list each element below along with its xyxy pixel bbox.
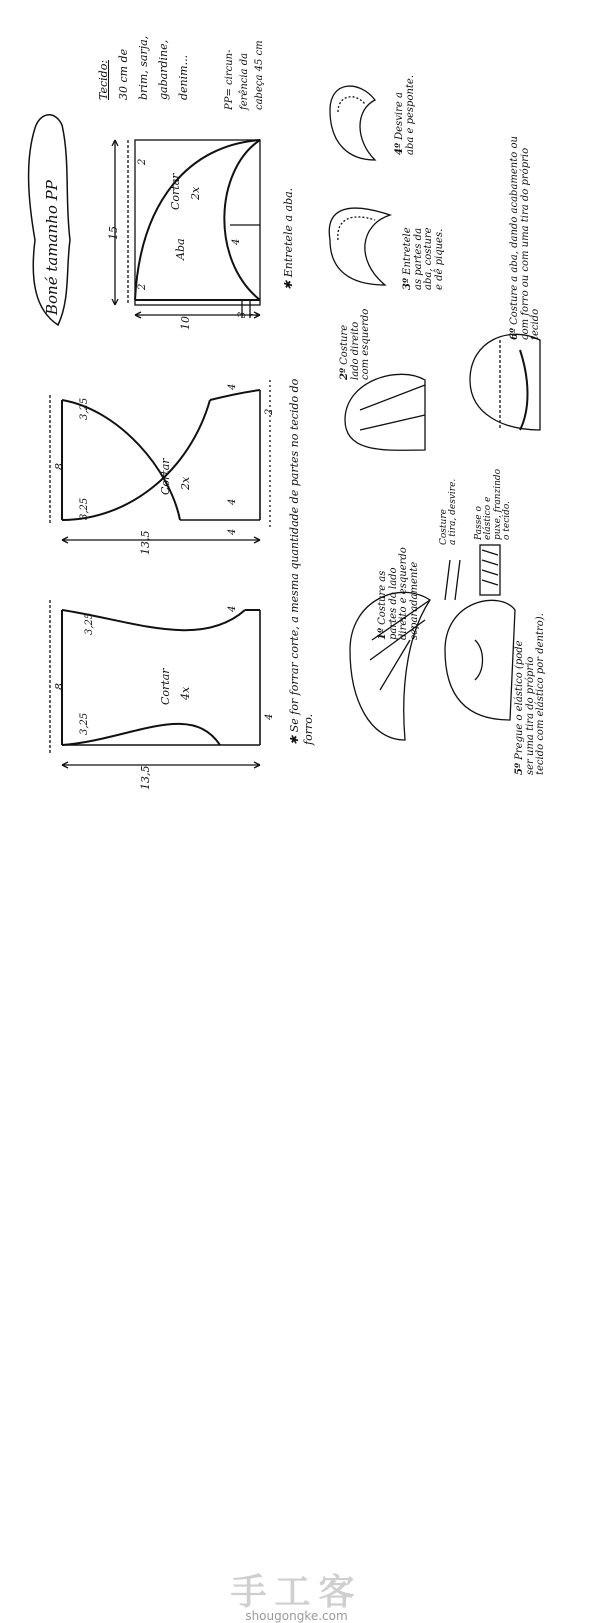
watermark-logo: 手工客 — [230, 1572, 363, 1613]
step-3-text-3: aba, costure — [423, 227, 434, 290]
front-dim-right-a: 4 — [227, 605, 238, 612]
step-1-text-4: separadamente — [408, 561, 420, 640]
front-dim-right-b: 4 — [264, 713, 275, 720]
brim-dim-small-b: 1 — [249, 311, 260, 318]
step-1-text-3: direito e esquerdo — [398, 547, 409, 640]
step-2-text-3: direito — [349, 321, 361, 356]
side-dim-right-b: 2 — [264, 408, 275, 415]
step-3 — [403, 227, 445, 290]
step-6-num: 6º — [509, 328, 520, 340]
step-4-text-1: Desvire a — [394, 92, 405, 140]
step-5-text-1: Pregue o elástico (pode — [514, 640, 525, 760]
elastic-sew-2: a tira, desvire. — [448, 478, 459, 545]
pp-note-1: PP= circun- — [224, 49, 235, 110]
step-4-num: 4º — [394, 143, 405, 155]
front-cut-label: Cortar — [159, 668, 172, 705]
fabric-line-1: 30 cm de — [117, 48, 130, 100]
step-6-text-1: Costure a aba, dando acabamento ou — [509, 136, 520, 325]
step-4-text-2: aba e pesponte. — [404, 74, 416, 155]
step-2-text-2: lado — [349, 358, 361, 380]
step-3-text-4: e dê piques. — [433, 228, 445, 290]
side-dim-width: 8 — [53, 463, 66, 470]
elastic-pass-2: elástico e — [483, 496, 494, 540]
step-1-num: 1º — [377, 628, 388, 640]
step-5 — [515, 613, 547, 775]
step-3-text-1: Entretele — [402, 227, 413, 275]
step-5-num: 5º — [514, 763, 525, 775]
front-dim-width: 8 — [53, 683, 66, 690]
step-2-text-5: esquerdo — [360, 308, 371, 356]
step-2-num: 2º — [339, 368, 350, 380]
step-3-num: 3º — [402, 278, 413, 290]
brim-instruction: ✱ Entretele a aba. — [282, 187, 295, 290]
pp-note-2: ferência da — [239, 52, 250, 110]
step-1-text-1: Costure as — [377, 570, 388, 625]
brim-dim-inner: 4 — [231, 238, 242, 245]
brim-dim-top: 2 — [137, 158, 148, 165]
pattern-title: Boné tamanho PP — [43, 180, 61, 315]
fabric-line-3: gabardine, — [157, 39, 170, 100]
step-6-text-2: com forro ou com uma tira do próprio — [519, 147, 531, 340]
brim-cut-count: 2x — [189, 186, 202, 200]
step-1-text-2: partes do lado — [387, 567, 399, 640]
side-dim-height: 13,5 — [139, 530, 152, 555]
brim-dim-small-a: 3 — [237, 311, 248, 318]
elastic-pass-4: o tecido. — [502, 500, 513, 540]
elastic-pass-note — [475, 469, 513, 540]
front-dim-height: 13,5 — [139, 765, 152, 790]
fabric-line-4: denim... — [177, 54, 190, 100]
elastic-sew-note — [440, 479, 459, 545]
front-dim-curve-bottom: 3,25 — [79, 712, 90, 735]
pp-note-3: cabeça 45 cm — [254, 40, 265, 110]
elastic-pass-1: Passe o — [474, 506, 484, 540]
lining-note: ✱ Se for forrar corte, a mesma quantidade de partes no tecido do forro. — [288, 378, 315, 745]
fabric-line-2: brim, sarja, — [137, 35, 150, 100]
watermark-url: shougongke.com — [245, 1609, 348, 1623]
brim-piece — [112, 140, 260, 318]
brim-dim-bottom: 2 — [137, 283, 148, 290]
elastic-sew-1: Costure — [439, 509, 449, 545]
front-dim-curve-top: 3,25 — [84, 612, 95, 635]
side-dim-curve-top: 3,25 — [79, 397, 90, 420]
step-1 — [378, 547, 420, 640]
step-4 — [395, 75, 416, 155]
side-cut-count: 2x — [179, 476, 192, 490]
front-cut-count: 4x — [179, 686, 192, 700]
step-5-text-3: tecido com elástico por dentro). — [535, 613, 546, 775]
step-2-text-1: Costure — [339, 324, 350, 365]
brim-cut-label: Cortar — [169, 173, 182, 210]
step-2 — [340, 309, 372, 380]
side-cut-label: Cortar — [159, 458, 172, 495]
side-dim-right-a: 4 — [227, 383, 238, 390]
brim-dim-length: 15 — [107, 226, 120, 240]
fabric-label: Tecido: — [97, 59, 110, 100]
elastic-pass-3: puxe, franzindo — [492, 468, 503, 540]
side-dim-right-d: 4 — [227, 528, 238, 535]
step-6-text-3: tecido — [530, 308, 541, 340]
side-dim-curve-bottom: 3,25 — [79, 497, 90, 520]
step-3-text-2: as partes da — [412, 227, 424, 290]
front-piece — [50, 600, 260, 768]
step-6 — [510, 136, 542, 340]
step-5-text-2: ser uma tira do próprio — [524, 656, 536, 775]
step-2-text-4: com — [360, 358, 371, 380]
brim-dim-width: 10 — [179, 316, 192, 330]
side-dim-right-c: 4 — [227, 498, 238, 505]
brim-part-name: Aba — [174, 238, 187, 260]
